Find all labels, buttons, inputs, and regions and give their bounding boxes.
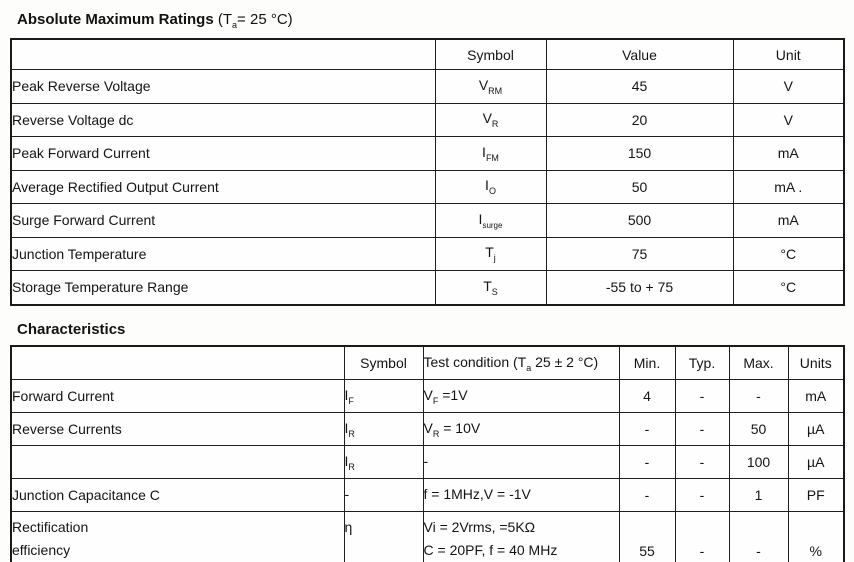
amr-item-cell: Average Rectified Output Current — [11, 170, 435, 204]
symbol-subscript: O — [488, 186, 496, 197]
symbol-subscript: F — [348, 395, 354, 406]
char-units-cell: % — [788, 512, 844, 562]
cond-pre: V — [423, 419, 433, 436]
cond-pre: - — [423, 452, 429, 469]
char-header-typ: Typ. — [675, 346, 729, 380]
cond-subscript: R — [432, 428, 440, 439]
amr-value-cell: -55 to + 75 — [546, 271, 733, 305]
absolute-maximum-ratings-table — [10, 38, 845, 306]
char-item-cell — [11, 512, 344, 562]
char-row-junction-capacitance — [11, 479, 844, 512]
symbol-subscript: j — [493, 253, 496, 264]
cond-line-2: C = 20PF, f = 40 MHz — [423, 542, 558, 558]
char-header-row — [11, 346, 844, 380]
amr-row-peak-reverse-voltage — [11, 70, 844, 104]
amr-row-peak-forward-current — [11, 137, 844, 171]
char-typ-cell: - — [675, 512, 729, 562]
cond-post: 25 ± 2 °C) — [531, 353, 599, 370]
char-row-reverse-currents — [11, 413, 844, 446]
amr-value-cell: 50 — [546, 170, 733, 204]
symbol-base: T — [485, 244, 494, 261]
characteristics-table — [10, 345, 845, 562]
char-max-cell: 1 — [729, 479, 788, 512]
symbol-base: I — [478, 210, 483, 227]
char-min-cell: - — [619, 446, 675, 479]
symbol-subscript: S — [491, 286, 498, 297]
amr-value-cell: 75 — [546, 237, 733, 271]
amr-item-cell: Peak Reverse Voltage — [11, 70, 435, 104]
char-item-cell: Junction Capacitance C — [11, 479, 344, 512]
char-min-cell: - — [619, 479, 675, 512]
char-header-test-condition — [423, 346, 619, 380]
char-header-symbol: Symbol — [344, 346, 423, 380]
symbol-subscript: R — [348, 461, 355, 472]
char-min-cell: 55 — [619, 512, 675, 562]
amr-title-subscript: a — [232, 20, 238, 30]
char-units-cell: µA — [788, 413, 844, 446]
cond-pre: Test condition (T — [423, 353, 527, 370]
amr-value-cell: 45 — [546, 70, 733, 104]
amr-item-cell: Junction Temperature — [11, 237, 435, 271]
symbol-subscript: surge — [482, 220, 503, 230]
amr-value-cell: 500 — [546, 204, 733, 238]
amr-header-value: Value — [546, 39, 733, 70]
symbol-base: V — [478, 76, 489, 93]
char-header-units: Units — [788, 346, 844, 380]
char-symbol-cell — [344, 446, 423, 479]
symbol-base: I — [344, 386, 349, 403]
amr-item-cell: Peak Forward Current — [11, 137, 435, 171]
amr-title-cond-post: = 25 °C) — [237, 11, 293, 28]
amr-title-bold: Absolute Maximum Ratings — [17, 11, 214, 28]
item-line-2: efficiency — [12, 542, 71, 558]
char-typ-cell: - — [675, 413, 729, 446]
amr-header-row — [11, 39, 844, 70]
cond-pre: V — [423, 386, 433, 403]
amr-symbol-cell — [435, 271, 546, 305]
symbol-base: T — [483, 277, 492, 294]
symbol-base: I — [344, 419, 349, 436]
char-item-cell — [11, 446, 344, 479]
char-cond-cell — [423, 380, 619, 413]
amr-title-cond-pre: (T — [213, 11, 233, 28]
amr-symbol-cell — [435, 137, 546, 171]
amr-section-title — [17, 11, 293, 30]
amr-item-cell: Storage Temperature Range — [11, 271, 435, 305]
symbol-subscript: FM — [485, 152, 499, 163]
symbol-subscript: R — [348, 428, 355, 439]
symbol-subscript: R — [491, 119, 499, 130]
amr-symbol-cell — [435, 170, 546, 204]
symbol-base: I — [482, 143, 486, 160]
char-units-cell: mA — [788, 380, 844, 413]
amr-row-reverse-voltage-dc — [11, 103, 844, 137]
cond-post: =1V — [438, 386, 468, 403]
amr-header-symbol: Symbol — [435, 39, 546, 70]
char-units-cell: PF — [788, 479, 844, 512]
symbol-base: - — [344, 485, 350, 502]
amr-row-junction-temperature — [11, 237, 844, 271]
amr-row-surge-forward-current — [11, 204, 844, 238]
characteristics-section-title: Characteristics — [17, 321, 126, 338]
symbol-base: I — [485, 177, 489, 194]
item-line-1: Rectification — [12, 519, 89, 535]
char-header-max: Max. — [729, 346, 788, 380]
amr-unit-cell: V — [733, 70, 844, 104]
char-min-cell: - — [619, 413, 675, 446]
amr-unit-cell: mA — [733, 204, 844, 238]
amr-header-item — [11, 39, 435, 70]
amr-unit-cell: V — [733, 103, 844, 137]
char-header-item — [11, 346, 344, 380]
amr-value-cell: 20 — [546, 103, 733, 137]
char-symbol-cell — [344, 380, 423, 413]
amr-unit-cell: mA — [733, 137, 844, 171]
symbol-base: V — [482, 110, 492, 127]
amr-unit-cell: mA . — [733, 170, 844, 204]
char-min-cell: 4 — [619, 380, 675, 413]
amr-symbol-cell — [435, 70, 546, 104]
char-max-cell: - — [729, 380, 788, 413]
amr-symbol-cell — [435, 103, 546, 137]
amr-symbol-cell — [435, 204, 546, 238]
cond-post: = 10V — [439, 419, 481, 436]
cond-subscript: F — [432, 395, 439, 406]
amr-unit-cell: °C — [733, 271, 844, 305]
cond-line-1: Vi = 2Vrms, =5KΩ — [423, 519, 536, 535]
char-symbol-cell — [344, 413, 423, 446]
char-cond-cell — [423, 446, 619, 479]
char-row-rectification-efficiency — [11, 512, 844, 562]
char-max-cell: 50 — [729, 413, 788, 446]
cond-pre: f = 1MHz,V = -1V — [423, 485, 531, 502]
char-row-forward-current — [11, 380, 844, 413]
char-item-cell: Forward Current — [11, 380, 344, 413]
char-row-reverse-currents-2 — [11, 446, 844, 479]
cond-subscript: a — [526, 362, 532, 373]
char-typ-cell: - — [675, 479, 729, 512]
amr-item-cell: Reverse Voltage dc — [11, 103, 435, 137]
amr-symbol-cell — [435, 237, 546, 271]
char-header-min: Min. — [619, 346, 675, 380]
amr-header-unit: Unit — [733, 39, 844, 70]
char-typ-cell: - — [675, 446, 729, 479]
char-max-cell: - — [729, 512, 788, 562]
char-typ-cell: - — [675, 380, 729, 413]
char-symbol-cell: η — [344, 512, 423, 562]
amr-value-cell: 150 — [546, 137, 733, 171]
symbol-subscript: RM — [488, 85, 503, 96]
amr-item-cell: Surge Forward Current — [11, 204, 435, 238]
amr-row-storage-temperature-range — [11, 271, 844, 305]
char-symbol-cell — [344, 479, 423, 512]
char-cond-cell — [423, 413, 619, 446]
amr-unit-cell: °C — [733, 237, 844, 271]
amr-row-average-rectified-output-current — [11, 170, 844, 204]
char-cond-cell — [423, 512, 619, 562]
char-cond-cell — [423, 479, 619, 512]
char-units-cell: µA — [788, 446, 844, 479]
char-max-cell: 100 — [729, 446, 788, 479]
char-item-cell: Reverse Currents — [11, 413, 344, 446]
symbol-base: I — [344, 452, 349, 469]
